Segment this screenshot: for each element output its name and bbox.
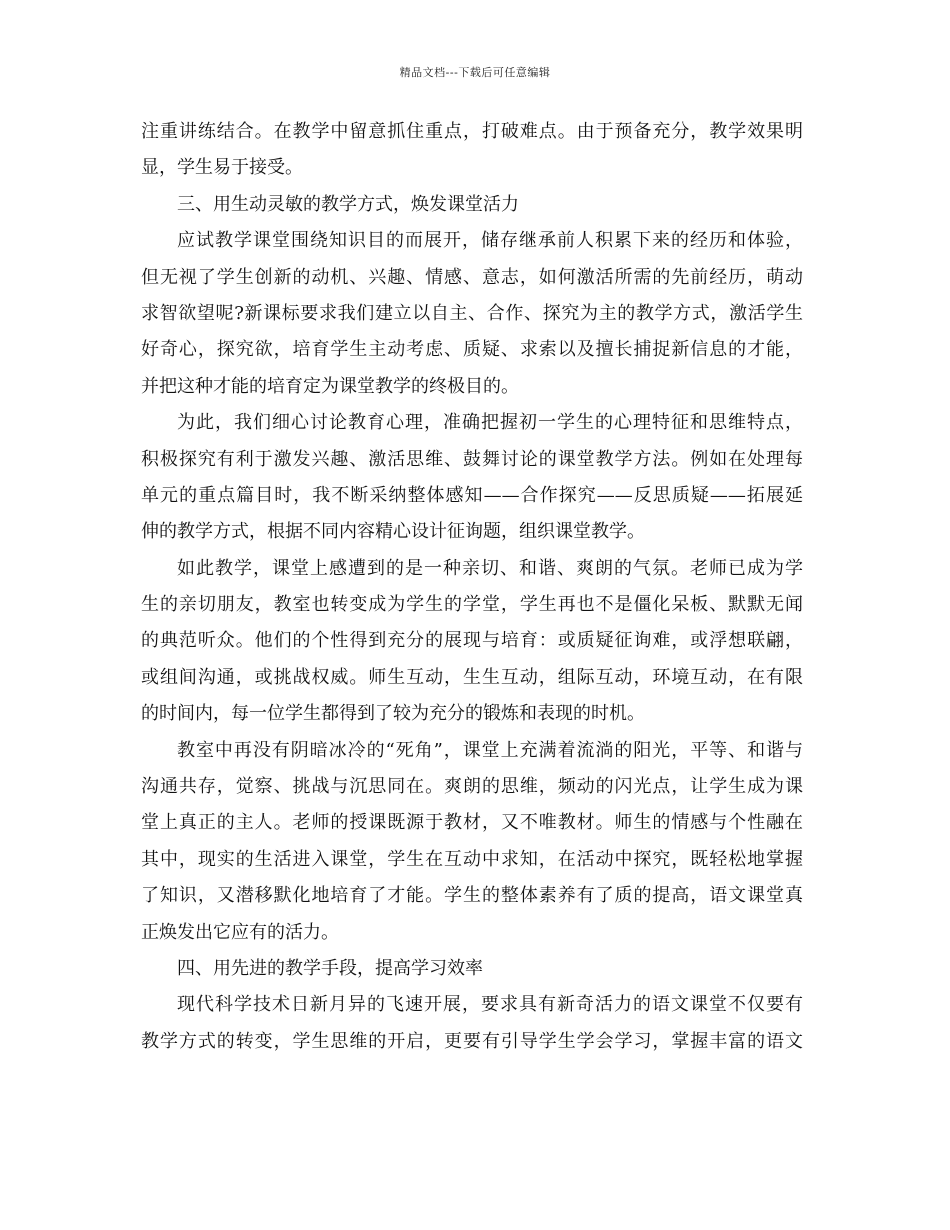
- text-line: 但无视了学生创新的动机、兴趣、情感、意志，如何激活所需的先前经历，萌动: [141, 266, 803, 288]
- text-line: 三、用生动灵敏的教学方式，焕发课堂活力: [177, 193, 519, 215]
- text-line: 正焕发出它应有的活力。: [141, 921, 339, 943]
- text-line: 为此，我们细心讨论教育心理，准确把握初一学生的心理特征和思维特点，: [177, 412, 803, 434]
- text-line: 教学方式的转变，学生思维的开启，更要有引导学生学会学习，掌握丰富的语文: [141, 1030, 803, 1052]
- text-line: 的时间内，每一位学生都得到了较为充分的锻炼和表现的时机。: [141, 703, 645, 725]
- text-line: 堂上真正的主人。老师的授课既源于教材，又不唯教材。师生的情感与个性融在: [141, 812, 803, 834]
- text-line: 积极探究有利于激发兴趣、激活思维、鼓舞讨论的课堂教学方法。例如在处理每: [141, 448, 803, 470]
- text-line: 其中，现实的生活进入课堂，学生在互动中求知，在活动中探究，既轻松地掌握: [141, 848, 803, 870]
- text-line: 生的亲切朋友，教室也转变成为学生的学堂，学生再也不是僵化呆板、默默无闻: [141, 594, 803, 616]
- text-line: 显，学生易于接受。: [141, 157, 303, 179]
- text-line: 的典范听众。他们的个性得到充分的展现与培育：或质疑征询难，或浮想联翩，: [141, 630, 803, 652]
- text-line: 求智欲望呢?新课标要求我们建立以自主、合作、探究为主的教学方式，激活学生: [141, 302, 803, 324]
- text-line: 四、用先进的教学手段，提高学习效率: [177, 957, 483, 979]
- text-line: 单元的重点篇目时，我不断采纳整体感知——合作探究——反思质疑——拓展延: [141, 484, 803, 506]
- text-line: 应试教学课堂围绕知识目的而展开，储存继承前人积累下来的经历和体验，: [177, 230, 803, 252]
- document-body: [141, 114, 803, 1060]
- text-line: 教室中再没有阴暗冰冷的“死角”，课堂上充满着流淌的阳光，平等、和谐与: [177, 739, 803, 761]
- text-line: 注重讲练结合。在教学中留意抓住重点，打破难点。由于预备充分，教学效果明: [141, 121, 803, 142]
- text-line: 伸的教学方式，根据不同内容精心设计征询题，组织课堂教学。: [141, 521, 645, 543]
- page-header: 精品文档---下载后可任意编辑: [399, 66, 551, 79]
- text-line: 如此教学，课堂上感遭到的是一种亲切、和谐、爽朗的气氛。老师已成为学: [177, 557, 803, 579]
- text-line: 了知识，又潜移默化地培育了才能。学生的整体素养有了质的提高，语文课堂真: [141, 885, 803, 907]
- text-line: 好奇心，探究欲，培育学生主动考虑、质疑、求索以及擅长捕捉新信息的才能，: [141, 339, 803, 361]
- text-line: 沟通共存，觉察、挑战与沉思同在。爽朗的思维，频动的闪光点，让学生成为课: [141, 776, 803, 798]
- text-line: 并把这种才能的培育定为课堂教学的终极目的。: [141, 375, 519, 397]
- text-line: 现代科学技术日新月异的飞速开展，要求具有新奇活力的语文课堂不仅要有: [177, 994, 803, 1016]
- text-line: 或组间沟通，或挑战权威。师生互动，生生互动，组际互动，环境互动，在有限: [141, 666, 803, 688]
